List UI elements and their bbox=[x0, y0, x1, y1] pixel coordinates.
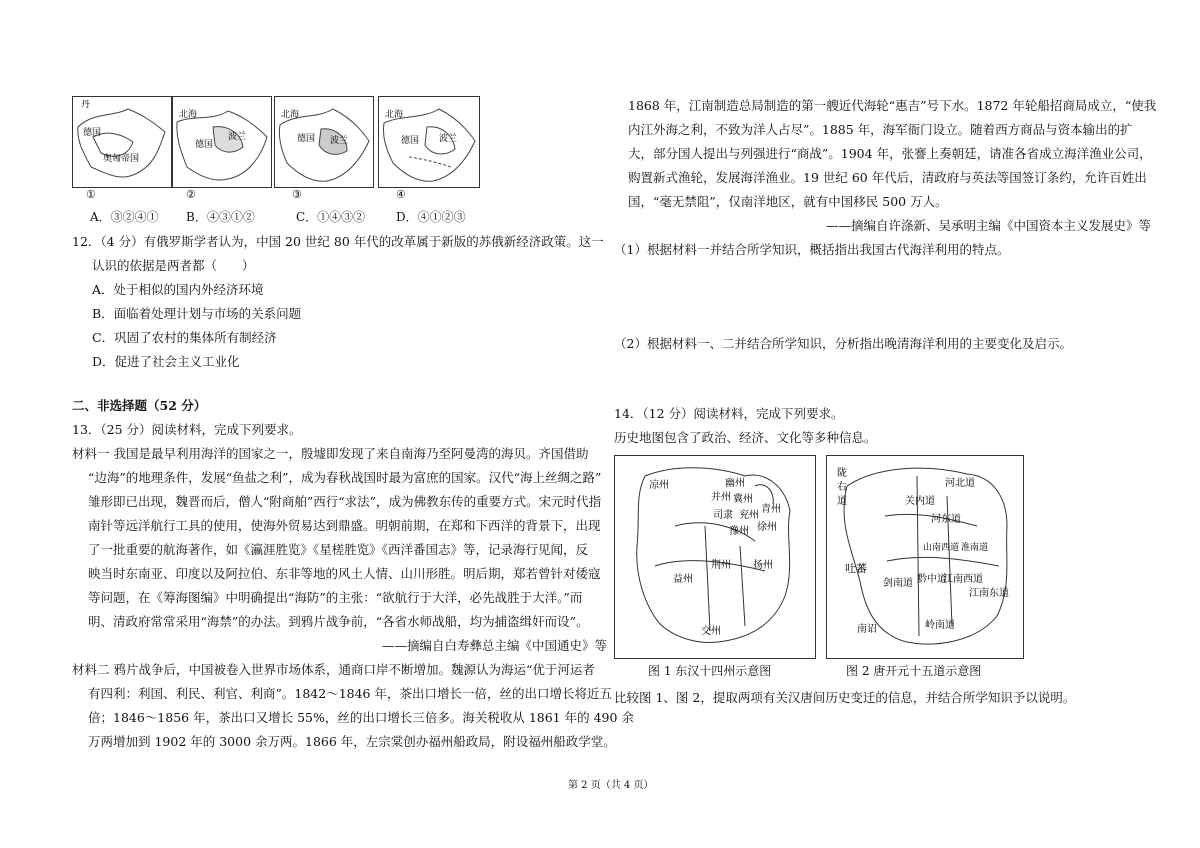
map2-label: 黔中道 bbox=[917, 574, 947, 585]
map-4-image bbox=[378, 96, 480, 188]
svg-text:奥匈帝国: 奥匈帝国 bbox=[103, 154, 140, 164]
q12-stem-line1: 12．（4 分）有俄罗斯学者认为，中国 20 世纪 80 年代的改革属于新版的苏俄新经济政策。这一 bbox=[72, 234, 604, 249]
m2-line: 材料二 鸦片战争后，中国被卷入世界市场体系，通商口岸不断增加。魏源认为海运“优于河运者 bbox=[72, 662, 595, 677]
svg-text:德国: 德国 bbox=[297, 134, 316, 144]
svg-text:北海: 北海 bbox=[281, 110, 300, 120]
map1-label: 扬州 bbox=[753, 560, 773, 571]
svg-text:北海: 北海 bbox=[179, 110, 198, 120]
map2-label: 南诏 bbox=[857, 624, 877, 635]
m1-line: 了一批重要的航海著作，如《瀛涯胜览》《星槎胜览》《西洋番国志》等，记录海行见闻，反 bbox=[88, 542, 589, 557]
map1-label: 兖州 bbox=[739, 510, 759, 521]
map-4-label: ④ bbox=[396, 188, 406, 201]
q14-question: 比较图 1、图 2，提取两项有关汉唐间历史变迁的信息，并结合所学知识予以说明。 bbox=[614, 690, 1076, 705]
q12-stem-line2: 认识的依据是两者都（ ） bbox=[92, 258, 255, 273]
page-footer: 第 2 页（共 4 页） bbox=[568, 780, 654, 791]
map1-label: 青州 bbox=[761, 504, 781, 515]
map2-label: 关内道 bbox=[905, 496, 935, 507]
m2-line: 倍；1846～1856 年，茶出口又增长 55%，丝的出口增长三倍多。海关税收从 1861 年的 490 余 bbox=[88, 710, 634, 725]
map-tang-caption: 图 2 唐开元十五道示意图 bbox=[846, 664, 982, 678]
section-heading: 二、非选择题（52 分） bbox=[72, 398, 207, 413]
map-eastern-han-caption: 图 1 东汉十四州示意图 bbox=[648, 664, 772, 678]
q13-material-2 bbox=[72, 660, 634, 760]
m2-source: ——摘编自许涤新、吴承明主编《中国资本主义发展史》等 bbox=[826, 218, 1152, 233]
map-3-label: ③ bbox=[292, 188, 302, 201]
m2-line: 万两增加到 1902 年的 3000 余万两。1866 年，左宗棠创办福州船政局，附设福州船政学堂。 bbox=[88, 734, 616, 749]
q12-option-c: C．巩固了农村的集体所有制经济 bbox=[92, 330, 277, 345]
q12-option-a: A．处于相似的国内外经济环境 bbox=[92, 282, 264, 297]
map1-label: 交州 bbox=[701, 626, 721, 637]
map1-label: 司隶 bbox=[713, 510, 733, 521]
map-1-image bbox=[72, 96, 172, 188]
q12-option-d: D．促进了社会主义工业化 bbox=[92, 354, 240, 369]
svg-text:德国: 德国 bbox=[401, 136, 420, 146]
m2r-line: 内江外海之利，不致为洋人占尽”。1885 年，海军衙门设立。随着西方商品与资本输出的扩 bbox=[628, 122, 1133, 137]
map1-label: 冀州 bbox=[733, 494, 753, 505]
map-2-label: ② bbox=[186, 188, 196, 201]
map-tang bbox=[826, 455, 1024, 659]
map1-label: 并州 bbox=[711, 492, 731, 503]
m1-line: 明、清政府常常采用“海禁”的办法。到鸦片战争前，“各省水师战船，均为捕盗缉奸而设”。 bbox=[88, 614, 589, 629]
map1-label: 益州 bbox=[673, 574, 693, 585]
m1-line: 材料一 我国是最早利用海洋的国家之一，殷墟即发现了来自南海乃至阿曼湾的海贝。齐国借助 bbox=[72, 446, 589, 461]
m2r-line: 大，部分国人提出与列强进行“商战”。1904 年，张謇上奏朝廷，请准各省成立海洋渔业公司， bbox=[628, 146, 1152, 161]
map-tang-outline bbox=[827, 456, 1023, 658]
map1-label: 凉州 bbox=[649, 480, 669, 491]
map-1-label: ① bbox=[86, 188, 96, 201]
map-eastern-han bbox=[614, 455, 816, 659]
option-b: B．④③①② bbox=[186, 210, 255, 224]
map2-label: 河东道 bbox=[931, 514, 961, 525]
map2-label: 河北道 bbox=[945, 478, 975, 489]
map2-label: 淮南道 bbox=[961, 543, 989, 553]
map2-label: 剑南道 bbox=[883, 578, 913, 589]
q13-sub2: （2）根据材料一、二并结合所学知识，分析指出晚清海洋利用的主要变化及启示。 bbox=[614, 336, 1072, 351]
map2-label: 陇 bbox=[837, 468, 847, 479]
m1-line: “边海”的地理条件，发展“鱼盐之利”，成为春秋战国时最为富庶的国家。汉代“海上丝绸之路” bbox=[88, 470, 602, 485]
map2-label: 江南东道 bbox=[969, 588, 1009, 599]
map1-label: 荆州 bbox=[711, 560, 731, 571]
map-2-image bbox=[172, 96, 272, 188]
svg-text:北海: 北海 bbox=[385, 110, 404, 120]
m2r-line: 1868 年，江南制造总局制造的第一艘近代海轮“惠吉”号下水。1872 年轮船招商局成立，“使我 bbox=[628, 98, 1157, 113]
q13-sub1: （1）根据材料一并结合所学知识，概括指出我国古代海洋利用的特点。 bbox=[614, 242, 1010, 257]
m1-source: ——摘编自白寿彝总主编《中国通史》等 bbox=[382, 638, 608, 653]
map2-label: 山南西道 bbox=[923, 543, 960, 553]
q13-material-1 bbox=[72, 444, 602, 644]
map1-label: 豫州 bbox=[729, 526, 749, 537]
map-4-outline bbox=[379, 97, 479, 187]
map1-label: 幽州 bbox=[725, 478, 745, 489]
q13-material-2-continued bbox=[628, 96, 1157, 216]
option-d: D．④①②③ bbox=[396, 210, 466, 224]
svg-text:德国: 德国 bbox=[195, 140, 214, 150]
m1-line: 映当时东南亚、印度以及阿拉伯、东非等地的风土人情、山川形胜。明后期，郑若曾针对倭寇 bbox=[88, 566, 601, 581]
map-3-image bbox=[274, 96, 374, 188]
q14-intro: 历史地图包含了政治、经济、文化等多种信息。 bbox=[614, 430, 877, 445]
svg-text:德国: 德国 bbox=[83, 128, 102, 138]
svg-text:波兰: 波兰 bbox=[330, 136, 349, 146]
m1-line: 南针等远洋航行工具的使用，使海外贸易达到鼎盛。明朝前期，在郑和下西洋的背景下，出现 bbox=[88, 518, 601, 533]
m2r-line: 国，“毫无禁阻”，仅南洋地区，就有中国移民 500 万人。 bbox=[628, 194, 948, 209]
map-1-outline bbox=[73, 97, 171, 187]
svg-text:波兰: 波兰 bbox=[228, 132, 247, 142]
map2-label: 岭南道 bbox=[925, 620, 955, 631]
map2-label: 江南西道 bbox=[943, 574, 983, 585]
map2-label: 右 bbox=[837, 482, 847, 493]
map2-label: 吐蕃 bbox=[845, 562, 867, 575]
svg-text:丹: 丹 bbox=[81, 100, 91, 110]
m2-line: 有四利：利国、利民、利官、利商”。1842～1846 年，茶出口增长一倍，丝的出口增长将近五 bbox=[88, 686, 612, 701]
m2r-line: 购置新式渔轮，发展海洋渔业。19 世纪 60 年代后，清政府与英法等国签订条约，允许百姓出 bbox=[628, 170, 1147, 185]
q14-stem: 14．（12 分）阅读材料，完成下列要求。 bbox=[614, 406, 844, 421]
svg-text:波兰: 波兰 bbox=[439, 134, 458, 144]
map-2-outline bbox=[173, 97, 271, 187]
q13-stem: 13．（25 分）阅读材料，完成下列要求。 bbox=[72, 422, 302, 437]
m1-line: 等问题，在《筹海图编》中明确提出“海防”的主张：“欲航行于大洋，必先战胜于大洋。”而 bbox=[88, 590, 583, 605]
option-a: A．③②④① bbox=[90, 210, 159, 224]
option-c: C．①④③② bbox=[296, 210, 366, 224]
q12-option-b: B．面临着处理计划与市场的关系问题 bbox=[92, 306, 302, 321]
m1-line: 雏形即已出现，魏晋而后，僧人“附商舶”西行“求法”，成为佛教东传的重要方式。宋元时代指 bbox=[88, 494, 602, 509]
map-eastern-han-outline bbox=[615, 456, 815, 658]
map-3-outline bbox=[275, 97, 373, 187]
map2-label: 道 bbox=[837, 496, 847, 507]
map1-label: 徐州 bbox=[757, 522, 777, 533]
